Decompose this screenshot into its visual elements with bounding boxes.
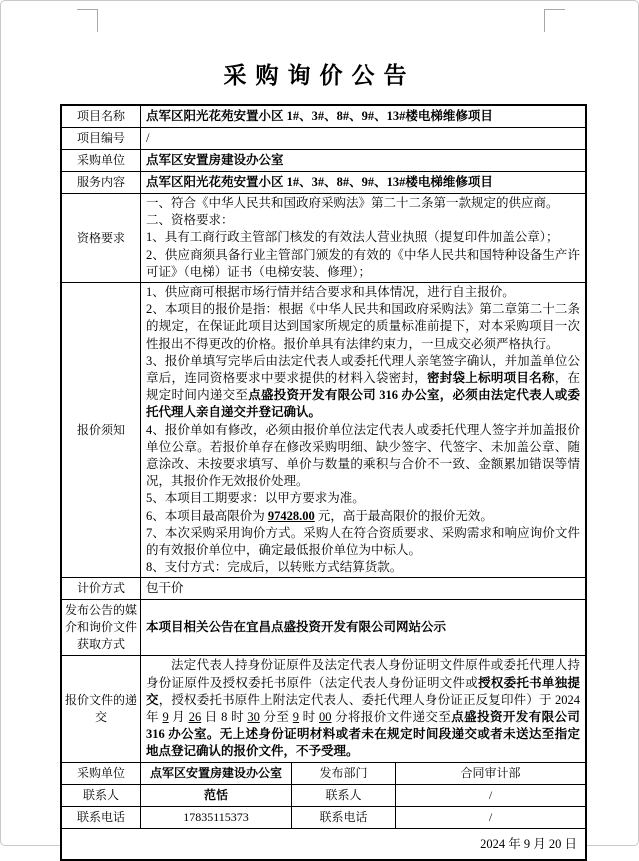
quotation-note-item: 2、本项目的报价是指：根据《中华人民共和国政府采购法》第二章第二十二条的规定，在保证此项目达到国家所规定的质量标准前提下，对本采购项目一次性报出不得更改的价格。报价单具有法律约束力，一旦成交必须严格执行。: [146, 302, 580, 351]
pricing-method-row: [62, 577, 585, 599]
procurement-table: [60, 104, 587, 861]
project-number-label: 项目编号: [62, 128, 141, 149]
contact-row-unit: [62, 762, 585, 784]
pricing-method-label: 计价方式: [62, 578, 141, 599]
contact-unit-label: 采购单位: [62, 763, 141, 784]
contact-person-label: 联系人: [62, 785, 141, 806]
page-title: 采购询价公告: [223, 63, 416, 88]
contact-unit-value: 点军区安置房建设办公室: [141, 763, 292, 784]
quotation-note-item: 8、支付方式：完成后，以转账方式结算货款。: [146, 560, 403, 575]
announcement-media-label: 发布公告的媒介和询价文件获取方式: [62, 600, 141, 655]
project-name-row: [62, 106, 585, 127]
project-number-value: /: [146, 130, 150, 145]
project-name-label: 项目名称: [62, 106, 141, 127]
qualification-line: 2、供应商须具备行业主管部门颁发的有效的《中华人民共和国特种设备生产许可证》（电梯）证书（电梯安装、修理）；: [146, 247, 580, 279]
contact-row-person: [62, 784, 585, 806]
contact-phone-value: 17835115373: [141, 807, 292, 828]
qualification-line: 一、符合《中华人民共和国政府采购法》第二十二条第一款规定的供应商。: [146, 196, 559, 210]
publish-dept-label: 发布部门: [292, 763, 396, 784]
quotation-notes-label: 报价须知: [62, 283, 141, 577]
quotation-notes-value: [141, 283, 585, 577]
purchasing-unit-value: 点军区安置房建设办公室: [146, 152, 284, 167]
contact-phone-label: 联系电话: [62, 807, 141, 828]
announcement-date: 2024 年 9 月 20 日: [62, 828, 585, 859]
submission-paragraph: 法定代表人持身份证原件及法定代表人身份证明文件原件或委托代理人持身份证原件及授权委托书原件（法定代表人身份证明文件或授权委托书单独提交，授权委托书原件上附法定代表人、委托代理人身份证正反复印件）于 2024 年 9 月 26 日 8 时 30 分至 9 时 00 分将报价文件递交至点盛投资开发有限公司 316 办公室。无上述身份证明材料或者未在规定时间段递交或者未送达至指定地点登记确认的报价文件，不予受理。: [146, 658, 580, 759]
service-content-value: 点军区阳光花苑安置小区 1#、3#、8#、9#、13#楼电梯维修项目: [146, 174, 493, 189]
publish-dept-value: 合同审计部: [460, 765, 521, 780]
quotation-note-item: 5、本项目工期要求：以甲方要求为准。: [146, 491, 365, 506]
qualification-label: 资格要求: [62, 194, 141, 282]
contact-row-phone: [62, 806, 585, 828]
qualification-value: [141, 194, 585, 282]
contact-phone-label-2: 联系电话: [292, 807, 396, 828]
margin-corner-mark-top-left: [77, 9, 98, 32]
contact-person-value: 范恬: [141, 785, 292, 806]
submission-row: [62, 655, 585, 761]
purchasing-unit-label: 采购单位: [62, 150, 141, 171]
margin-corner-mark-top-right: [544, 9, 565, 32]
quotation-notes-row: [62, 282, 585, 577]
quotation-note-item: 7、本次采购采用询价方式。采购人在符合资质要求、采购需求和响应询价文件的有效报价单位中，确定最低报价单位为中标人。: [146, 525, 580, 558]
qualification-line: 1、具有工商行政主管部门核发的有效法人营业执照（提复印件加盖公章）；: [146, 230, 559, 245]
service-content-label: 服务内容: [62, 172, 141, 193]
announcement-media-row: [62, 599, 585, 655]
project-number-row: [62, 127, 585, 149]
qualification-row: [62, 193, 585, 282]
contact-phone-value-2: /: [488, 809, 493, 824]
submission-label: 报价文件的递交: [62, 656, 141, 761]
quotation-note-item: 6、本项目最高限价为 97428.00 元，高于最高限价的报价无效。: [146, 508, 493, 523]
quotation-note-item: 3、报价单填写完毕后由法定代表人或委托代理人亲笔签字确认，并加盖单位公章后，连同资格要求中要求提供的材料入袋密封，密封袋上标明项目名称，在规定时间内递交至点盛投资开发有限公司 316 办公室，必须由法定代表人或委托代理人亲自递交并登记确认。: [146, 353, 580, 420]
project-name-value: 点军区阳光花苑安置小区 1#、3#、8#、9#、13#楼电梯维修项目: [146, 108, 493, 123]
service-content-row: [62, 171, 585, 193]
submission-value: [141, 656, 585, 761]
purchasing-unit-row: [62, 149, 585, 171]
contact-person-label-2: 联系人: [292, 785, 396, 806]
pricing-method-value: 包干价: [146, 581, 184, 596]
contact-person-value-2: /: [488, 787, 493, 802]
qualification-line: 二、资格要求：: [146, 213, 234, 228]
quotation-note-item: 1、供应商可根据市场行情并结合要求和具体情况，进行自主报价。: [146, 285, 515, 300]
quotation-note-item: 4、报价单如有修改，必须由报价单位法定代表人或委托代理人签字并加盖报价单位公章。若报价单存在修改采购明细、缺少签字、代签字、未加盖公章、随意涂改、未按要求填写、单价与数量的乘积与合价不一致、金额累加错误等情况，其报价作无效报价处理。: [146, 422, 580, 489]
announcement-media-value: 本项目相关公告在宜昌点盛投资开发有限公司网站公示: [146, 620, 447, 635]
